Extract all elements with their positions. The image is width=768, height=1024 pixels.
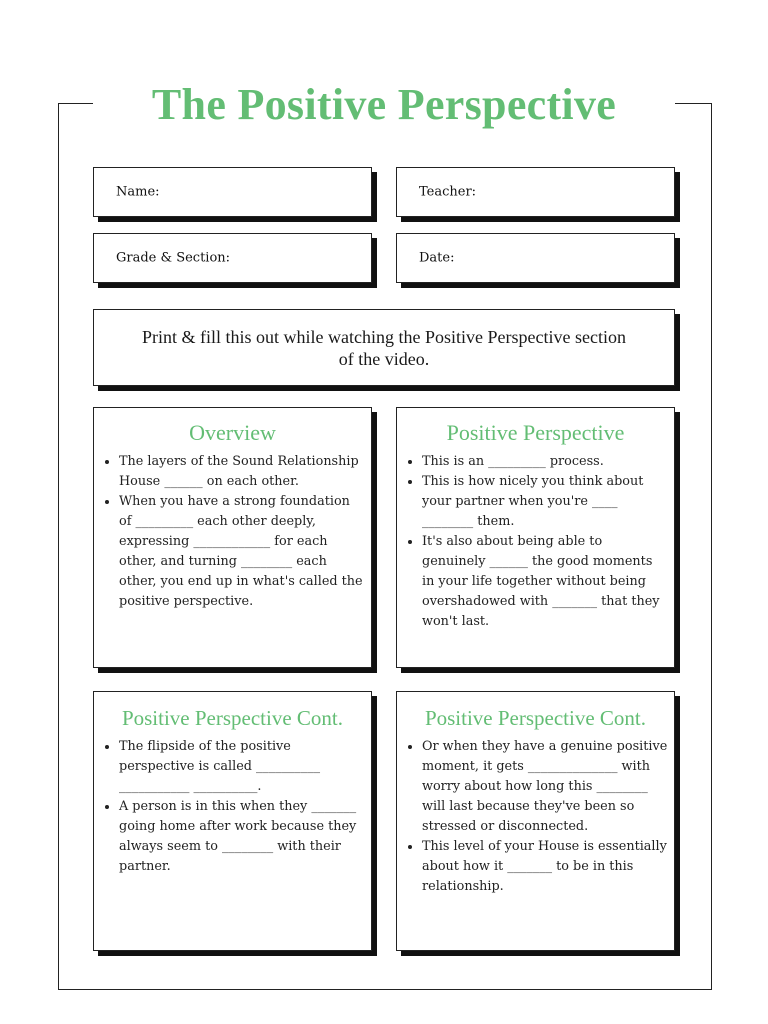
name-field[interactable] [93,167,372,217]
teacher-field[interactable] [396,167,675,217]
bullet-item: • A person is in this when they _______ going home after work because they always seem to ________ with their partner. [119,797,365,877]
bullet-list [94,452,371,612]
page-title: The Positive Perspective [151,80,617,129]
section-cont-right [396,691,675,951]
bullet-item: • Or when they have a genuine positive moment, it gets ______________ with worry about how long this ________ will last because they've been so stressed or disconnected. [422,737,668,837]
section-cont-left [93,691,372,951]
section-title: Overview [189,420,276,445]
bullet-list [397,737,674,897]
name-label: Name: [116,184,160,200]
section-overview [93,407,372,668]
grade-section-field[interactable] [93,233,372,283]
section-title: Positive Perspective Cont. [424,706,647,730]
bullet-item: • The layers of the Sound Relationship House ______ on each other. [119,452,365,492]
bullet-item: • The flipside of the positive perspective is called __________ ___________ __________. [119,737,365,797]
date-label: Date: [419,250,455,266]
instructions-box [93,309,675,386]
instructions-text: Print & fill this out while watching the Positive Perspective section of the video. [142,326,626,369]
section-title: Positive Perspective [446,420,625,445]
date-field[interactable] [396,233,675,283]
bullet-list [94,737,371,877]
bullet-item: • It's also about being able to genuinely ______ the good moments in your life together without being overshadowed with _______ that they won't last. [422,532,668,632]
bullet-item: • This is how nicely you think about your partner when you're ____ ________ them. [422,472,668,532]
bullet-item: • When you have a strong foundation of _________ each other deeply, expressing ____________ for each other, and turning ________ each other, you end up in what's called the positive perspective. [119,492,365,612]
teacher-label: Teacher: [419,184,477,200]
section-title: Positive Perspective Cont. [121,706,344,730]
grade-section-label: Grade & Section: [116,250,231,266]
bullet-item: • This level of your House is essentially about how it _______ to be in this relationship. [422,837,668,897]
section-positive-perspective [396,407,675,668]
bullet-list [397,452,674,632]
bullet-item: • This is an _________ process. [422,452,668,472]
